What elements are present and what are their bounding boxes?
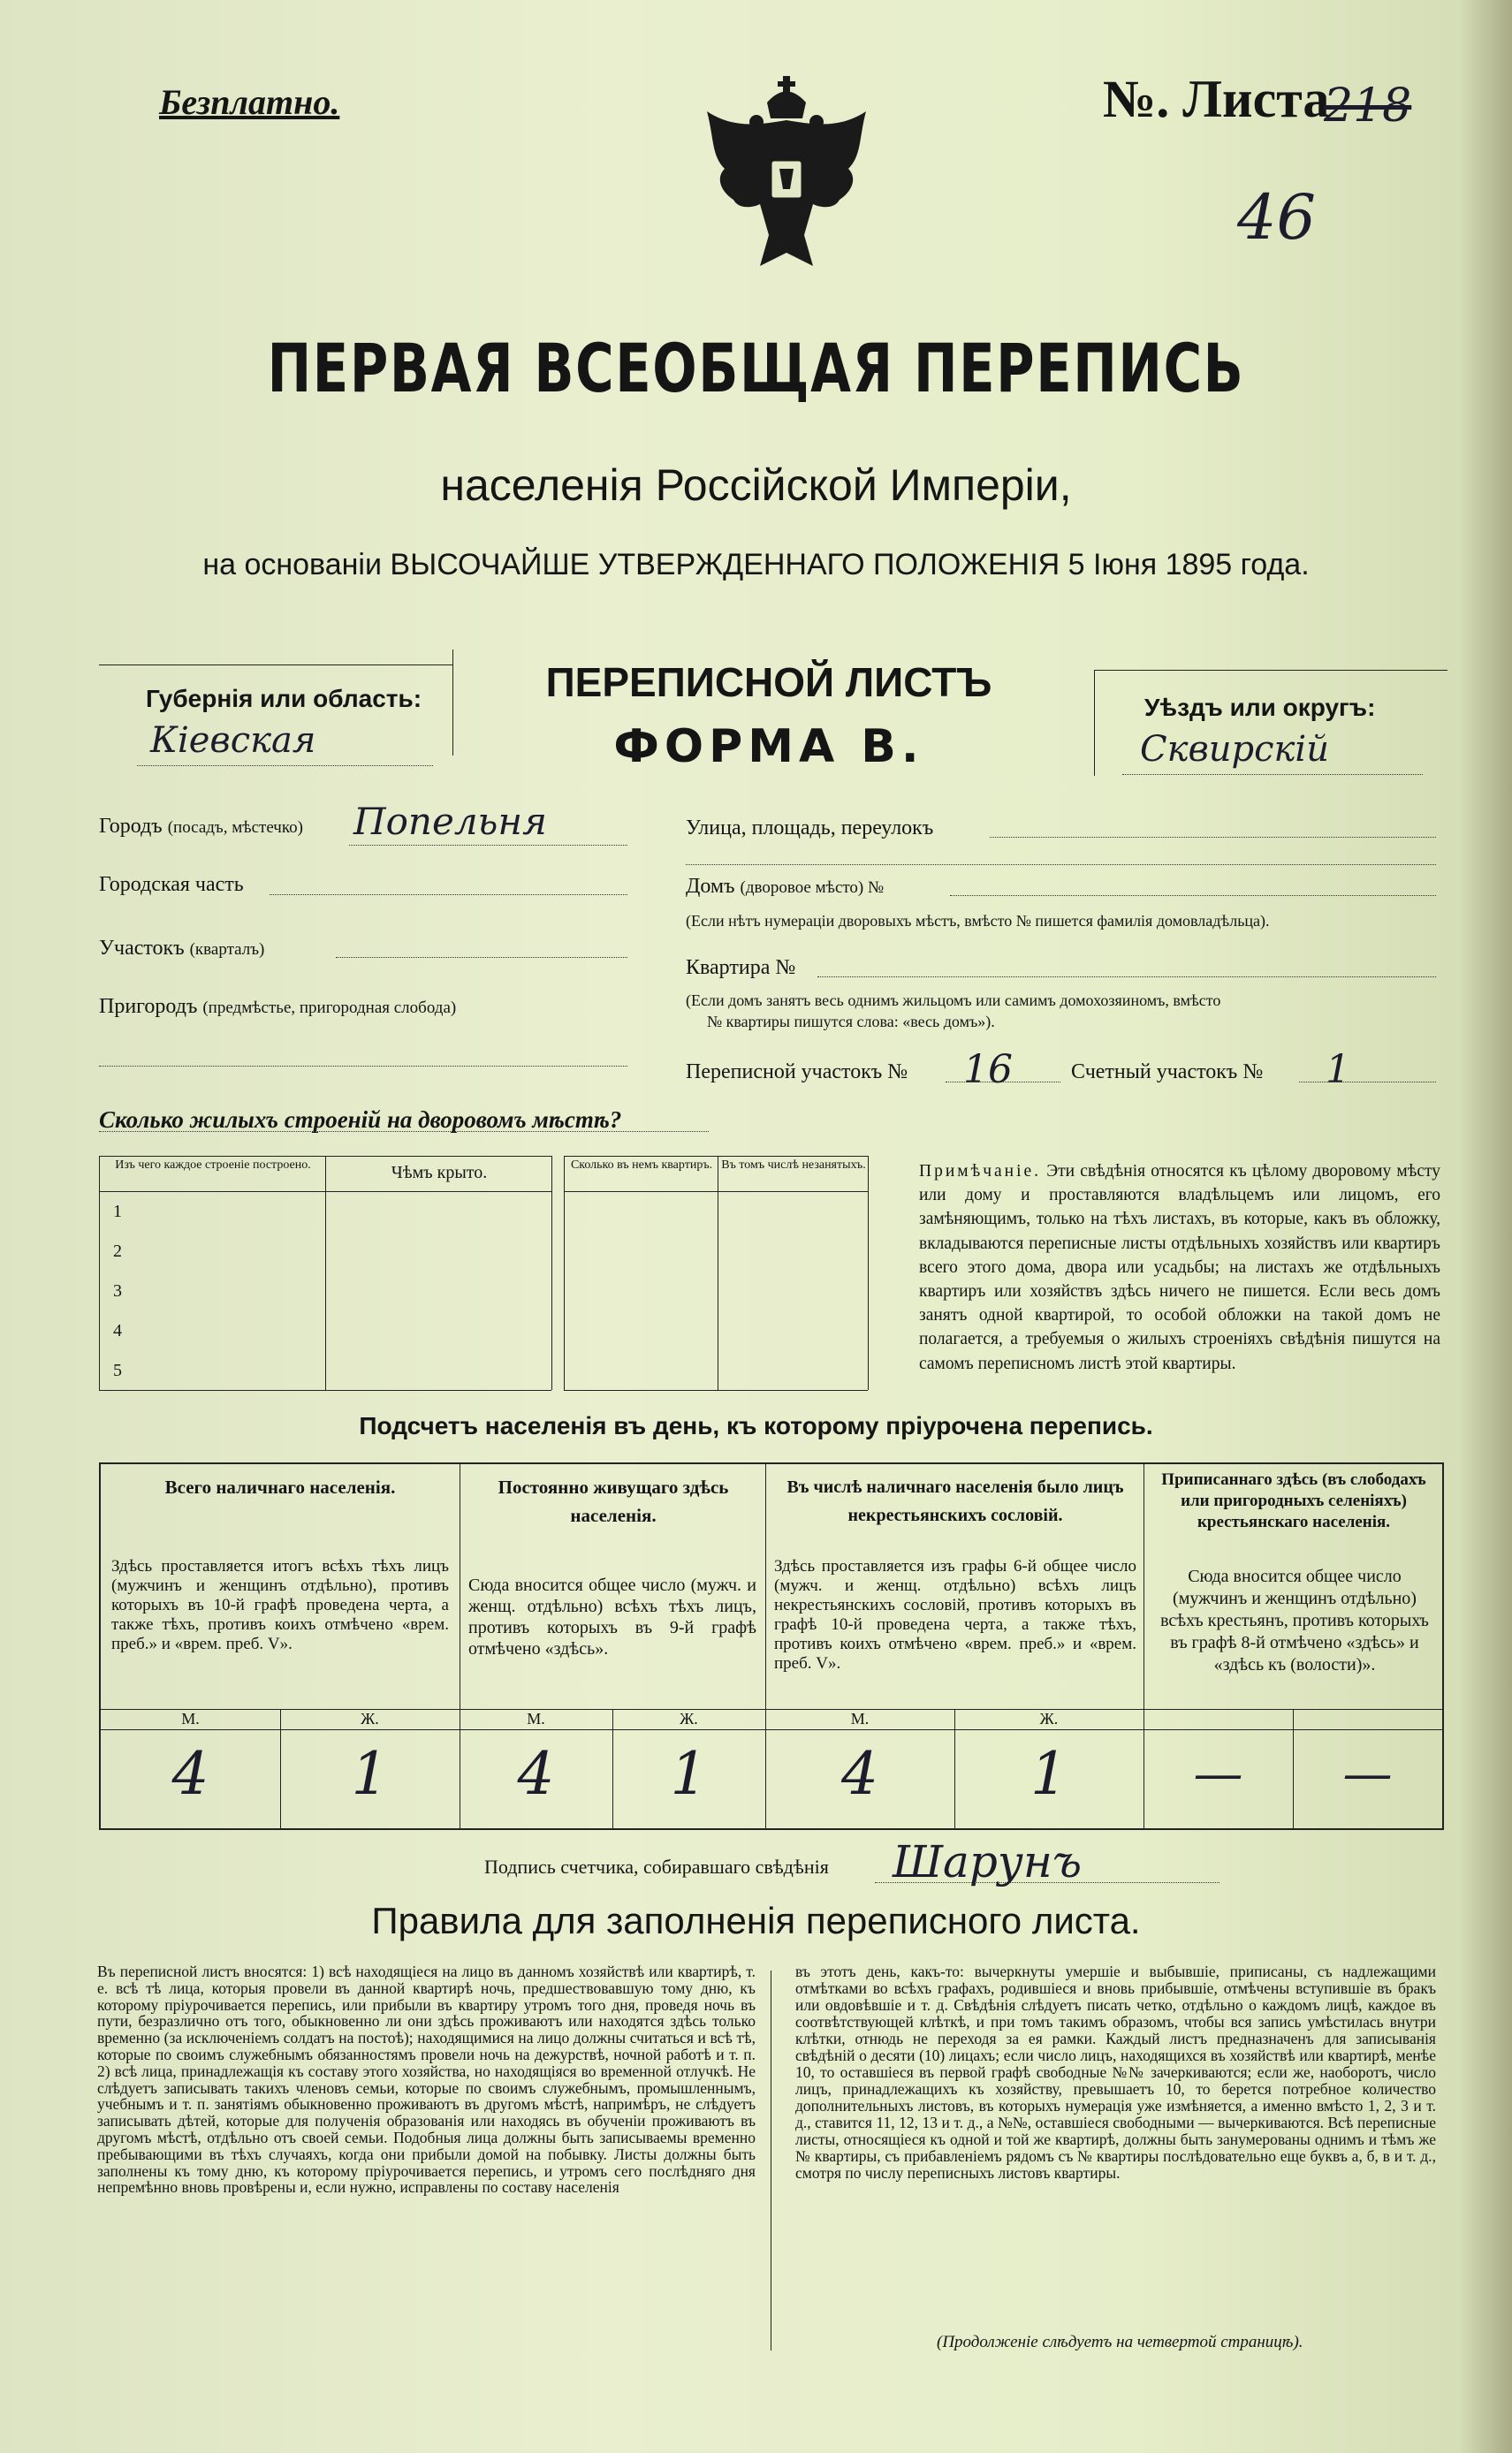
city-label: Городъ (посадъ, мѣстечко) <box>99 815 303 838</box>
buildings-header-material: Изъ чего каждое строеніе построено. <box>115 1158 311 1172</box>
population-col-head: Постоянно живущаго здѣсь населенія. <box>498 1477 729 1526</box>
city-value: Попельня <box>353 800 547 843</box>
sheet-number-new: 46 <box>1237 181 1317 254</box>
district-label: Участокъ (кварталъ) <box>99 937 265 960</box>
gubernia-value: Кіевская <box>150 720 316 761</box>
female-label: Ж. <box>680 1710 698 1728</box>
population-col-head: Въ числѣ наличнаго населенія было лицъ некрестьянскихъ сословій. <box>786 1477 1124 1525</box>
population-col-body: Сюда вносится общее число (мужч. и женщ. отдѣльно) всѣхъ тѣхъ лицъ, противъ которыхъ въ 9-й графѣ отмѣчено «здѣсь». <box>468 1576 756 1659</box>
non-peasant-male: 4 <box>841 1740 878 1808</box>
total-present-female: 1 <box>351 1740 389 1808</box>
buildings-table <box>99 1156 868 1390</box>
buildings-row-number: 4 <box>113 1321 122 1340</box>
population-table <box>99 1462 1444 1830</box>
flat-note-2: № квартиры пишутся слова: «весь домъ»). <box>707 1013 995 1030</box>
basis-line: на основаніи ВЫСОЧАЙШЕ УТВЕРЖДЕННАГО ПОЛОЖЕНІЯ 5 Іюня 1895 года. <box>202 548 1310 581</box>
street-label: Улица, площадь, переулокъ <box>686 816 934 839</box>
female-label: Ж. <box>1039 1710 1059 1728</box>
house-label: Домъ (дворовое мѣсто) № <box>686 875 885 898</box>
city-part-label: Городская часть <box>99 873 244 896</box>
bleed-through-text <box>1149 141 1414 162</box>
census-area-label: Переписной участокъ № <box>686 1060 908 1083</box>
count-area-value: 1 <box>1326 1047 1350 1092</box>
population-col-body: Здѣсь проставляется изъ графы 6-й общее число (мужч. и женщ. отдѣльно) всѣхъ лицъ некрестьянскихъ сословій, противъ которыхъ въ графѣ 10-й проведена черта, а также тѣхъ, противъ коихъ отмѣчено «врем. преб.» и «врем. преб. V». <box>774 1557 1136 1673</box>
rules-continued: (Продолженіе слѣдуетъ на четвертой страницѣ). <box>937 2333 1303 2351</box>
rules-left-column: Въ переписной листъ вносятся: 1) всѣ находящіеся на лицо въ данномъ хозяйствѣ или квартирѣ, т. е. всѣ тѣ лица, которыя провели въ данной квартирѣ ночь, предшествовавшую тому дню, къ которому пріурочивается перепись, или прибыли въ квартиру утромъ того дня, проведя ночь въ пути, безразлично отъ того, обыкновенно ли они здѣсь проживаютъ или находятся здѣсь только временно (за исключеніемъ солдатъ на постоѣ); находящимися на лицо должны считаться и всѣ тѣ, которые по своимъ служебнымъ обязанностямъ провели ночь на дежурствѣ, ночной работѣ и т. п. 2) всѣ лица, принадлежащія къ составу этого хозяйства, но находящіяся во временной отлучкѣ. Не слѣдуетъ записывать такихъ членовъ семьи, которые по своимъ служебнымъ, промышленнымъ, учебнымъ и т. п. занятіямъ обыкновенно проживаютъ въ другомъ мѣстѣ, напримѣръ, не слѣдуетъ записывать дѣтей, которые для полученія образованія или находясь въ обученіи проживаютъ въ другомъ мѣстѣ, отдѣльно отъ своей семьи. Подобныя лица должны быть записываемы временно пребывающими въ тѣхъ случаяхъ, когда они прибыли домой на побывку. Листы должны быть заполнены къ тому дню, къ которому пріурочивается перепись, и утромъ сего послѣдняго дня непремѣнно вновь провѣрены и, если нужно, исправлены по составу населенія <box>97 1963 756 2197</box>
buildings-note: Примѣчаніе. Эти свѣдѣнія относятся къ цѣлому дворовому мѣсту или дому и проставляются владѣльцемъ или лицомъ, его замѣняющимъ, только на тѣхъ листахъ, въ которые, какъ въ обложку, вкладываются переписные листы отдѣльныхъ хозяйствъ или квартиръ всего этого дома, двора или усадьбы; на листахъ же отдѣльныхъ квартиръ или хозяйствъ здѣсь ничего не пишется. Если весь домъ занятъ одной квартирой, то особой обложки на такой домъ не полагается, а требуемыя о жилыхъ строеніяхъ свѣдѣнія пишутся на самомъ переписномъ листѣ этой квартиры. <box>919 1162 1440 1373</box>
imperial-eagle-emblem <box>698 76 875 279</box>
subtitle: населенія Россійской Имперіи, <box>440 460 1072 510</box>
buildings-question: Сколько жилыхъ строеній на дворовомъ мѣстѣ? <box>99 1106 622 1133</box>
list-title: ПЕРЕПИСНОЙ ЛИСТЪ <box>545 659 992 705</box>
peasant-female: — <box>1342 1745 1393 1803</box>
signature-label: Подпись счетчика, собиравшаго свѣдѣнія <box>484 1856 829 1878</box>
suburb-label: Пригородъ (предмѣстье, пригородная слобода) <box>99 995 457 1018</box>
flat-note-1: (Если домъ занятъ весь однимъ жильцомъ или самимъ домохозяиномъ, вмѣсто <box>686 991 1221 1009</box>
census-area-value: 16 <box>963 1047 1013 1092</box>
sheet-number-old: 218 <box>1324 80 1412 133</box>
form-name: ФОРМА В. <box>613 720 924 773</box>
bleed-through-text <box>124 133 583 153</box>
rules-title: Правила для заполненія переписного листа. <box>371 1900 1141 1941</box>
peasant-male: — <box>1193 1745 1243 1803</box>
resident-female: 1 <box>670 1740 708 1808</box>
total-present-male: 4 <box>171 1740 209 1808</box>
uezd-value: Сквирскій <box>1140 729 1329 770</box>
buildings-row-number: 3 <box>113 1281 122 1301</box>
buildings-header-roof: Чѣмъ крыто. <box>391 1163 488 1182</box>
buildings-row-number: 1 <box>113 1202 122 1221</box>
flat-label: Квартира № <box>686 956 796 979</box>
house-note: (Если нѣтъ нумераціи дворовыхъ мѣстъ, вмѣсто № пишется фамилія домовладѣльца). <box>686 912 1270 930</box>
buildings-row-number: 5 <box>113 1361 122 1380</box>
sheet-number-label: №. Листа <box>1103 70 1330 128</box>
buildings-header-flats: Сколько въ немъ квартиръ. <box>570 1158 713 1172</box>
male-label: М. <box>181 1710 200 1728</box>
buildings-header-vacant: Въ томъ числѣ незанятыхъ. <box>721 1158 866 1172</box>
main-title: ПЕРВАЯ ВСЕОБЩАЯ ПЕРЕПИСЬ <box>267 329 1245 407</box>
population-col-head: Всего наличнаго населенія. <box>164 1477 396 1498</box>
signature-value: Шарунъ <box>893 1836 1083 1887</box>
population-col-body: Сюда вносится общее число (мужчинъ и женщинъ отдѣльно) всѣхъ крестьянъ, противъ которыхъ въ графѣ 8-й отмѣчено «здѣсь» и «здѣсь къ (волости)». <box>1160 1567 1429 1675</box>
non-peasant-female: 1 <box>1030 1740 1068 1808</box>
population-title: Подсчетъ населенія въ день, къ которому пріурочена перепись. <box>359 1412 1153 1439</box>
count-area-label: Счетный участокъ № <box>1071 1060 1264 1083</box>
resident-male: 4 <box>517 1740 555 1808</box>
rules-right-column: въ этотъ день, какъ-то: вычеркнуты умершіе и выбывшіе, приписаны, съ надлежащими отмѣтками во всѣхъ графахъ, родившіеся и вновь прибывшіе, отмѣчены вступившіе въ бракъ или овдовѣвшіе и т. д. Свѣдѣнія слѣдуетъ писать четко, отдѣльно о каждомъ лицѣ, каждое въ соотвѣтствующей клѣткѣ, и при томъ такимъ образомъ, чтобы вся запись умѣстилась внутри клѣтки, отнюдь не переходя за ея рамки. Каждый листъ предназначенъ для записыванія свѣдѣній о десяти (10) лицахъ; если число лицъ, находящихся въ хозяйствѣ или квартирѣ, менѣе 10, то оставшіеся въ первой графѣ свободные №№ зачеркиваются; если же, наоборотъ, число лицъ, принадлежащихъ къ хозяйству, превышаетъ 10, то берется потребное количество дополнительныхъ листовъ, въ которыхъ нумерація уже измѣняется, а именно вмѣсто 1, 2, 3 и т. д., ставится 11, 12, 13 и т. д., а №№, оставшіеся свободными — вычеркиваются. Всѣ переписные листы, относящіеся къ одной и той же квартирѣ, должны быть занумерованы однимъ и тѣмъ же № квартиры, съ прибавленіемъ рядомъ съ № квартиры послѣдовательно еще буквъ а, б, в и т. д., смотря по числу переписныхъ листовъ квартиры. <box>795 1963 1436 2182</box>
population-col-body: Здѣсь проставляется итогъ всѣхъ тѣхъ лицъ (мужчинъ и женщинъ отдѣльно), противъ которыхъ въ 10-й графѣ проведена черта, а также тѣхъ, противъ коихъ отмѣчено «врем. преб.» и «врем. преб. V». <box>111 1557 449 1653</box>
buildings-row-number: 2 <box>113 1242 122 1261</box>
population-col-head: Приписаннаго здѣсь (въ слободахъ или пригородныхъ селеніяхъ) крестьянскаго населенія. <box>1161 1470 1426 1531</box>
free-label: Безплатно. <box>159 82 340 122</box>
gubernia-label: Губернія или область: <box>146 685 422 712</box>
female-label: Ж. <box>361 1710 379 1728</box>
male-label: М. <box>850 1710 870 1728</box>
uezd-label: Уѣздъ или округъ: <box>1144 694 1376 721</box>
male-label: М. <box>527 1710 545 1728</box>
